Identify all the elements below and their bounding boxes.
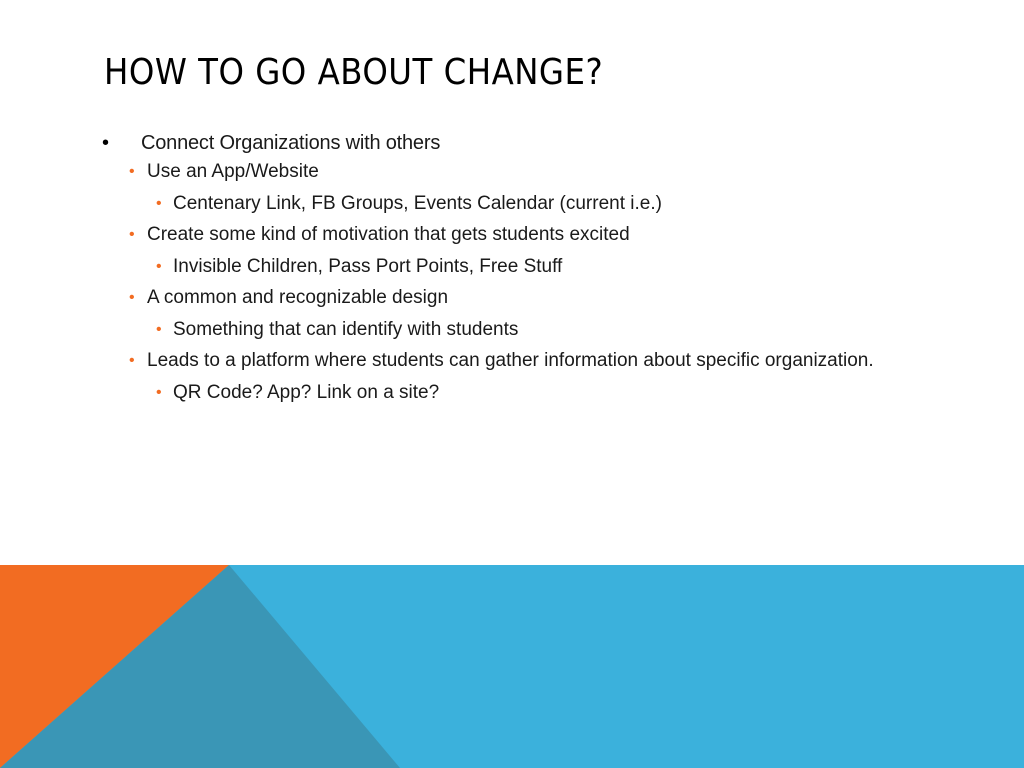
bullet-text: Centenary Link, FB Groups, Events Calendar (current i.e.) [173, 192, 662, 214]
bullet-dot-icon: • [129, 352, 135, 369]
bullet-dot-icon: • [156, 194, 162, 212]
bullet-dot-icon: • [102, 132, 110, 154]
bullet-level2 [100, 317, 900, 343]
bullet-level2 [100, 380, 900, 406]
bullet-level2 [100, 254, 900, 280]
bullet-text: Invisible Children, Pass Port Points, Free Stuff [173, 255, 563, 277]
bullet-dot-icon: • [129, 289, 135, 306]
bullet-dot-icon: • [129, 226, 135, 243]
bullet-dot-icon: • [129, 163, 135, 180]
bullet-dot-icon: • [156, 257, 162, 275]
bullet-dot-icon: • [156, 383, 162, 401]
bullet-level0 [100, 128, 900, 159]
slide-title: HOW TO GO ABOUT CHANGE? [104, 52, 604, 93]
bullet-text: QR Code? App? Link on a site? [173, 381, 440, 403]
bullet-level1 [100, 159, 900, 185]
bullet-text: Something that can identify with students [173, 318, 519, 340]
bullet-level1 [100, 285, 900, 311]
bullet-text: Use an App/Website [147, 161, 319, 182]
bullet-text: A common and recognizable design [147, 287, 449, 308]
bullet-level1 [100, 222, 900, 248]
bullet-level1 [100, 348, 900, 374]
bullet-text: Leads to a platform where students can gather information about specific organization. [147, 350, 874, 371]
bullet-level2 [100, 191, 900, 217]
bullet-list [100, 128, 900, 411]
bullet-dot-icon: • [156, 320, 162, 338]
bullet-text: Connect Organizations with others [141, 132, 441, 154]
decorative-banner [0, 565, 1024, 768]
bullet-text: Create some kind of motivation that gets students excited [147, 224, 630, 245]
